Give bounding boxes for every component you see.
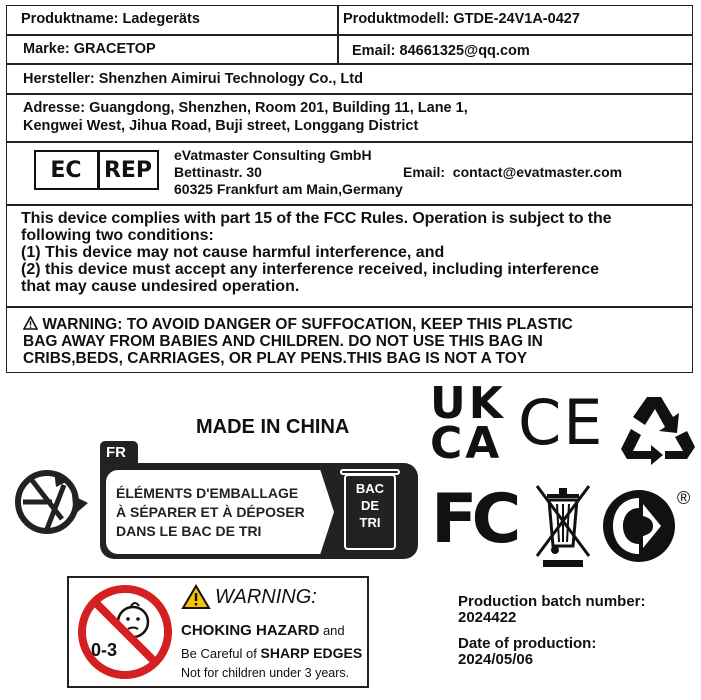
ec-rep-company: eVatmaster Consulting GmbH xyxy=(174,147,372,163)
row-divider xyxy=(6,63,692,65)
ce-text: CE xyxy=(518,386,605,459)
fcc-line: This device complies with part 15 of the FCC Rules. Operation is subject to the xyxy=(21,210,612,227)
batch-value: 2024422 xyxy=(458,609,517,626)
bag-warning-line: CRIBS,BEDS, CARRIAGES, OR PLAY PENS.THIS BAG IS NOT A TOY xyxy=(23,350,528,367)
fcc-line: that may cause undesired operation. xyxy=(21,278,300,295)
row-divider xyxy=(6,34,692,36)
product-name: Produktname: Ladegeräts xyxy=(21,11,200,27)
ce-mark xyxy=(518,386,605,459)
triman-info-box xyxy=(100,441,418,559)
bag-warning-line: WARNING: TO AVOID DANGER OF SUFFOCATION, KEEP THIS PLASTIC xyxy=(42,316,573,333)
date-value: 2024/05/06 xyxy=(458,651,534,668)
brand: Marke: GRACETOP xyxy=(23,41,156,57)
batch-label: Production batch number: xyxy=(458,593,646,610)
triman-line: À SÉPARER ET À DÉPOSER xyxy=(116,504,305,520)
choking-warning-title: WARNING: xyxy=(215,586,317,608)
row-divider xyxy=(6,93,692,95)
manufacturer: Hersteller: Shenzhen Aimirui Technology Co., Ltd xyxy=(23,71,363,87)
row-divider xyxy=(6,204,692,206)
fcc-line: following two conditions: xyxy=(21,227,214,244)
warning-triangle-icon xyxy=(23,316,38,330)
age-restriction-line: Not for children under 3 years. xyxy=(181,666,350,680)
product-model: Produktmodell: GTDE-24V1A-0427 xyxy=(343,11,580,27)
weee-crossed-bin-icon xyxy=(533,482,593,568)
warning-triangle-icon xyxy=(181,584,211,610)
ec-rep-mark xyxy=(34,150,159,190)
fr-tab xyxy=(100,441,138,465)
sharp-edges-line: Be Careful of SHARP EDGES xyxy=(181,645,363,661)
recycle-bin-icon xyxy=(344,474,396,550)
production-info xyxy=(458,594,646,668)
age-label: 0-3 xyxy=(91,640,118,660)
ec-text: EC xyxy=(50,158,82,183)
column-divider xyxy=(337,5,339,64)
fc-text: FC xyxy=(431,480,516,559)
row-divider xyxy=(6,141,692,143)
made-in-china: MADE IN CHINA xyxy=(196,416,350,438)
bin-text: BAC DE TRI xyxy=(355,481,385,530)
bin-lid xyxy=(340,469,400,475)
ec-rep-city: 60325 Frankfurt am Main,Germany xyxy=(174,181,403,197)
registered-mark: ® xyxy=(677,488,691,508)
bag-warning xyxy=(23,316,683,367)
triman-line: DANS LE BAC DE TRI xyxy=(116,523,262,539)
ec-rep-email: Email: contact@evatmaster.com xyxy=(403,164,623,180)
rep-text: REP xyxy=(103,158,153,183)
ec-rep-street: Bettinastr. 30 xyxy=(174,164,262,180)
recycling-icon xyxy=(617,389,697,465)
no-small-children-icon xyxy=(77,584,173,680)
fr-label: FR xyxy=(106,444,126,461)
triman-text xyxy=(116,484,305,541)
green-dot-icon xyxy=(601,488,677,564)
email: Email: 84661325@qq.com xyxy=(352,43,530,59)
triman-line: ÉLÉMENTS D'EMBALLAGE xyxy=(116,485,299,501)
fcc-mark xyxy=(431,480,516,559)
choking-hazard-line: CHOKING HAZARD and xyxy=(181,622,345,639)
fcc-line: (2) this device must accept any interference received, including interference xyxy=(21,261,599,278)
address-line-1: Adresse: Guangdong, Shenzhen, Room 201, Building 11, Lane 1, xyxy=(23,100,468,116)
address-line-2: Kengwei West, Jihua Road, Buji street, Longgang District xyxy=(23,118,419,134)
date-label: Date of production: xyxy=(458,635,597,652)
row-divider xyxy=(6,306,692,308)
ukca-mark: UK CA xyxy=(430,378,506,469)
bag-warning-line: BAG AWAY FROM BABIES AND CHILDREN. DO NOT USE THIS BAG IN xyxy=(23,333,543,350)
choking-warning-box xyxy=(67,576,369,688)
fcc-statement xyxy=(21,210,691,295)
fcc-line: (1) This device may not cause harmful interference, and xyxy=(21,244,445,261)
triman-recycle-icon xyxy=(12,465,92,539)
